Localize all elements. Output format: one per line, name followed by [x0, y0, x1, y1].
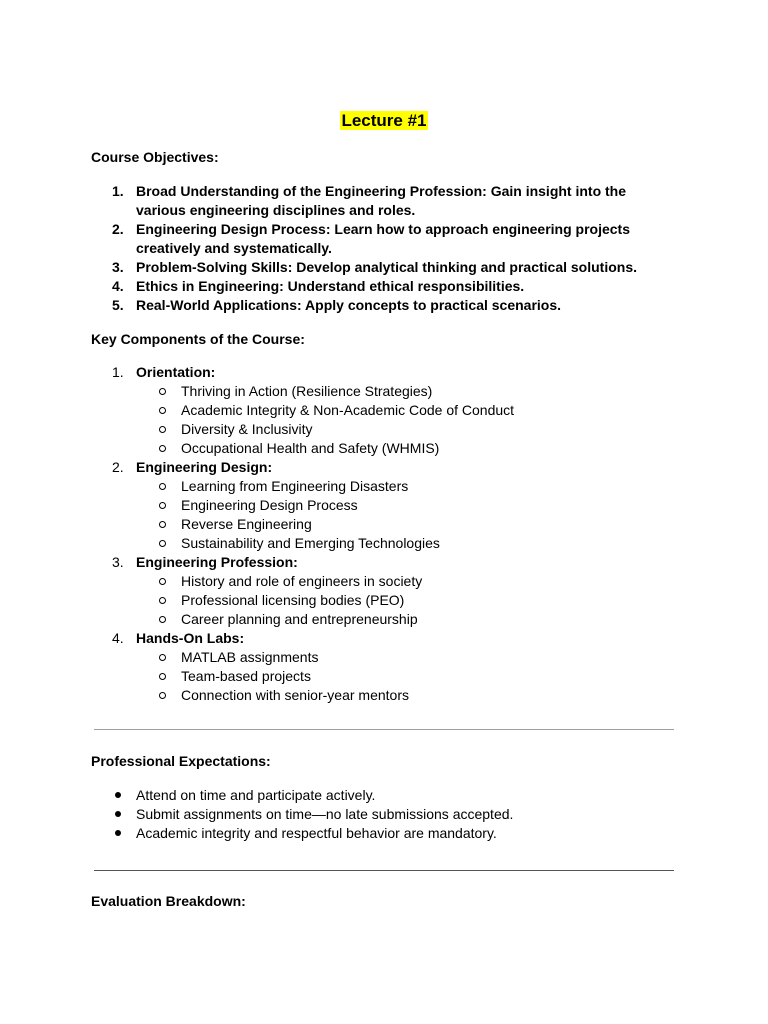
page-title-text: Lecture #1: [341, 111, 427, 130]
objective-item: [0, 277, 676, 296]
objective-number: 2.: [112, 221, 124, 237]
component-title: Engineering Design:: [136, 459, 273, 475]
component-subitem: Thriving in Action (Resilience Strategies): [0, 382, 676, 401]
component-subitem: Sustainability and Emerging Technologies: [0, 534, 676, 553]
bullet-icon: [115, 811, 121, 817]
component-subitem: Learning from Engineering Disasters: [0, 477, 676, 496]
hollow-bullet-icon: [159, 426, 166, 433]
horizontal-divider: [94, 870, 674, 871]
component-section-title-row: [0, 629, 676, 648]
objective-item: [0, 182, 676, 220]
professional-expectations-heading: Professional Expectations:: [91, 753, 271, 769]
expectation-item: [0, 786, 676, 805]
component-subitem: Diversity & Inclusivity: [0, 420, 676, 439]
bullet-icon: [115, 792, 121, 798]
objective-item: [0, 220, 676, 258]
component-section-title-row: [0, 458, 676, 477]
component-subitem: MATLAB assignments: [0, 648, 676, 667]
component-subitem: Academic Integrity & Non-Academic Code of Conduct: [0, 401, 676, 420]
expectation-text: Academic integrity and respectful behavior are mandatory.: [136, 825, 497, 841]
objective-number: 4.: [112, 278, 124, 294]
component-section-title-row: [0, 553, 676, 572]
component-title: Engineering Profession:: [136, 554, 298, 570]
hollow-bullet-icon: [159, 407, 166, 414]
component-section: [0, 553, 676, 629]
hollow-bullet-icon: [159, 540, 166, 547]
objective-text: Engineering Design Process: Learn how to approach engineering projects creatively and systematically.: [136, 221, 630, 256]
bullet-icon: [115, 830, 121, 836]
key-components-list: [0, 363, 676, 705]
hollow-bullet-icon: [159, 616, 166, 623]
expectation-item: [0, 824, 676, 843]
course-objectives-list: [0, 182, 676, 315]
hollow-bullet-icon: [159, 445, 166, 452]
hollow-bullet-icon: [159, 654, 166, 661]
component-number: 1.: [112, 364, 124, 380]
hollow-bullet-icon: [159, 502, 166, 509]
component-title: Hands-On Labs:: [136, 630, 245, 646]
component-section-title-row: [0, 363, 676, 382]
objective-item: [0, 296, 676, 315]
hollow-bullet-icon: [159, 388, 166, 395]
objective-item: [0, 258, 676, 277]
component-section: [0, 458, 676, 553]
component-number: 3.: [112, 554, 124, 570]
component-title: Orientation:: [136, 364, 216, 380]
objective-text: Broad Understanding of the Engineering Profession: Gain insight into the various engineering disciplines and roles.: [136, 183, 627, 218]
course-objectives-heading: Course Objectives:: [91, 149, 219, 165]
objective-number: 3.: [112, 259, 124, 275]
horizontal-divider: [94, 729, 674, 730]
component-section: [0, 363, 676, 458]
component-subitem: Occupational Health and Safety (WHMIS): [0, 439, 676, 458]
component-subitem: Reverse Engineering: [0, 515, 676, 534]
objective-number: 1.: [112, 183, 124, 199]
hollow-bullet-icon: [159, 673, 166, 680]
hollow-bullet-icon: [159, 483, 166, 490]
expectation-text: Submit assignments on time—no late submissions accepted.: [136, 806, 514, 822]
expectation-text: Attend on time and participate actively.: [136, 787, 376, 803]
component-number: 4.: [112, 630, 124, 646]
evaluation-heading: Evaluation Breakdown:: [91, 893, 246, 909]
component-subitem: Career planning and entrepreneurship: [0, 610, 676, 629]
component-subitem: Team-based projects: [0, 667, 676, 686]
component-subitem: Professional licensing bodies (PEO): [0, 591, 676, 610]
key-components-heading: Key Components of the Course:: [91, 331, 305, 347]
objective-text: Problem-Solving Skills: Develop analytical thinking and practical solutions.: [136, 259, 637, 275]
component-number: 2.: [112, 459, 124, 475]
hollow-bullet-icon: [159, 578, 166, 585]
objective-text: Real-World Applications: Apply concepts to practical scenarios.: [136, 297, 562, 313]
hollow-bullet-icon: [159, 597, 166, 604]
objective-number: 5.: [112, 297, 124, 313]
objective-text: Ethics in Engineering: Understand ethical responsibilities.: [136, 278, 525, 294]
hollow-bullet-icon: [159, 521, 166, 528]
component-subitem: Connection with senior-year mentors: [0, 686, 676, 705]
component-subitem: Engineering Design Process: [0, 496, 676, 515]
component-section: [0, 629, 676, 705]
professional-expectations-list: [0, 786, 676, 843]
expectation-item: [0, 805, 676, 824]
page-title: [0, 110, 768, 131]
hollow-bullet-icon: [159, 692, 166, 699]
component-subitem: History and role of engineers in society: [0, 572, 676, 591]
